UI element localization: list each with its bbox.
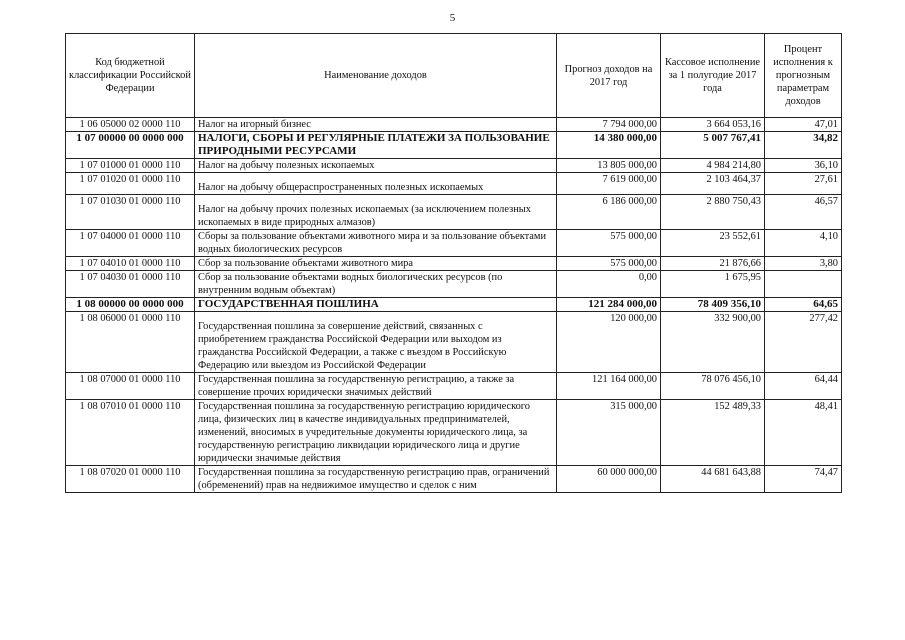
row-name: Государственная пошлина за совершение действий, связанных с приобретением гражданства Российской Федерации или выходом из гражданства Российской Федерации, а также с въездом в Российскую Федерацию или выездом из Российской Федерации — [195, 312, 557, 373]
row-code: 1 07 04010 01 0000 110 — [66, 257, 195, 271]
row-percent — [765, 271, 842, 298]
row-forecast: 13 805 000,00 — [557, 159, 661, 173]
table-body — [66, 118, 842, 493]
row-execution: 78 076 456,10 — [661, 373, 765, 400]
table-row — [66, 312, 842, 373]
row-name: Налог на игорный бизнес — [195, 118, 557, 132]
row-name: Государственная пошлина за государственную регистрацию юридического лица, физических лиц в качестве индивидуальных предпринимателей, изменений, вносимых в учредительные документы юридического лица, за государственную регистрацию ликвидации юридического лица и другие юридически значимые действия — [195, 400, 557, 466]
row-execution: 332 900,00 — [661, 312, 765, 373]
table-row — [66, 132, 842, 159]
table-row — [66, 298, 842, 312]
row-code: 1 06 05000 02 0000 110 — [66, 118, 195, 132]
row-percent: 64,65 — [765, 298, 842, 312]
header-percent: Процент исполнения к прогнозным параметрам доходов — [765, 34, 842, 118]
row-name: Сборы за пользование объектами животного мира и за пользование объектами водных биологических ресурсов — [195, 230, 557, 257]
row-execution: 21 876,66 — [661, 257, 765, 271]
row-name: НАЛОГИ, СБОРЫ И РЕГУЛЯРНЫЕ ПЛАТЕЖИ ЗА ПОЛЬЗОВАНИЕ ПРИРОДНЫМИ РЕСУРСАМИ — [195, 132, 557, 159]
row-percent: 36,10 — [765, 159, 842, 173]
table-row — [66, 257, 842, 271]
row-percent: 64,44 — [765, 373, 842, 400]
row-name: Сбор за пользование объектами животного мира — [195, 257, 557, 271]
row-code: 1 07 04000 01 0000 110 — [66, 230, 195, 257]
row-name: Сбор за пользование объектами водных биологических ресурсов (по внутренним водным объектам) — [195, 271, 557, 298]
row-execution: 4 984 214,80 — [661, 159, 765, 173]
row-percent: 27,61 — [765, 173, 842, 195]
row-execution: 44 681 643,88 — [661, 466, 765, 493]
header-forecast: Прогноз доходов на 2017 год — [557, 34, 661, 118]
row-forecast: 0,00 — [557, 271, 661, 298]
row-forecast: 315 000,00 — [557, 400, 661, 466]
row-forecast: 7 794 000,00 — [557, 118, 661, 132]
table-row — [66, 373, 842, 400]
row-percent: 277,42 — [765, 312, 842, 373]
table-row — [66, 230, 842, 257]
row-code: 1 07 04030 01 0000 110 — [66, 271, 195, 298]
row-percent: 46,57 — [765, 195, 842, 230]
row-name: Государственная пошлина за государственную регистрацию прав, ограничений (обременений) прав на недвижимое имущество и сделок с ним — [195, 466, 557, 493]
table-row — [66, 400, 842, 466]
row-forecast: 6 186 000,00 — [557, 195, 661, 230]
row-name: ГОСУДАРСТВЕННАЯ ПОШЛИНА — [195, 298, 557, 312]
row-execution: 2 103 464,37 — [661, 173, 765, 195]
row-percent: 4,10 — [765, 230, 842, 257]
row-forecast: 575 000,00 — [557, 230, 661, 257]
row-percent: 34,82 — [765, 132, 842, 159]
row-forecast: 120 000,00 — [557, 312, 661, 373]
row-code: 1 08 07020 01 0000 110 — [66, 466, 195, 493]
revenue-table — [65, 33, 842, 493]
table-row — [66, 118, 842, 132]
header-code: Код бюджетной классификации Российской Федерации — [66, 34, 195, 118]
row-code: 1 07 01020 01 0000 110 — [66, 173, 195, 195]
row-code: 1 07 01000 01 0000 110 — [66, 159, 195, 173]
table-row — [66, 159, 842, 173]
row-name: Государственная пошлина за государственную регистрацию, а также за совершение прочих юридически значимых действий — [195, 373, 557, 400]
table-row — [66, 466, 842, 493]
row-percent: 74,47 — [765, 466, 842, 493]
row-execution: 5 007 767,41 — [661, 132, 765, 159]
row-forecast: 121 284 000,00 — [557, 298, 661, 312]
row-execution: 1 675,95 — [661, 271, 765, 298]
row-name: Налог на добычу общераспространенных полезных ископаемых — [195, 173, 557, 195]
row-forecast: 14 380 000,00 — [557, 132, 661, 159]
table-row — [66, 271, 842, 298]
row-execution: 78 409 356,10 — [661, 298, 765, 312]
row-percent: 3,80 — [765, 257, 842, 271]
header-row — [66, 34, 842, 118]
header-execution: Кассовое исполнение за 1 полугодие 2017 года — [661, 34, 765, 118]
row-forecast: 121 164 000,00 — [557, 373, 661, 400]
header-name: Наименование доходов — [195, 34, 557, 118]
row-execution: 2 880 750,43 — [661, 195, 765, 230]
row-name: Налог на добычу прочих полезных ископаемых (за исключением полезных ископаемых в виде природных алмазов) — [195, 195, 557, 230]
row-forecast: 7 619 000,00 — [557, 173, 661, 195]
row-code: 1 08 07010 01 0000 110 — [66, 400, 195, 466]
row-code: 1 08 07000 01 0000 110 — [66, 373, 195, 400]
row-code: 1 07 00000 00 0000 000 — [66, 132, 195, 159]
row-percent: 47,01 — [765, 118, 842, 132]
row-execution: 23 552,61 — [661, 230, 765, 257]
row-code: 1 08 06000 01 0000 110 — [66, 312, 195, 373]
row-forecast: 575 000,00 — [557, 257, 661, 271]
row-name: Налог на добычу полезных ископаемых — [195, 159, 557, 173]
table-row — [66, 173, 842, 195]
row-execution: 152 489,33 — [661, 400, 765, 466]
row-forecast: 60 000 000,00 — [557, 466, 661, 493]
table-row — [66, 195, 842, 230]
row-code: 1 07 01030 01 0000 110 — [66, 195, 195, 230]
row-code: 1 08 00000 00 0000 000 — [66, 298, 195, 312]
row-execution: 3 664 053,16 — [661, 118, 765, 132]
row-percent: 48,41 — [765, 400, 842, 466]
page-number: 5 — [449, 12, 456, 24]
